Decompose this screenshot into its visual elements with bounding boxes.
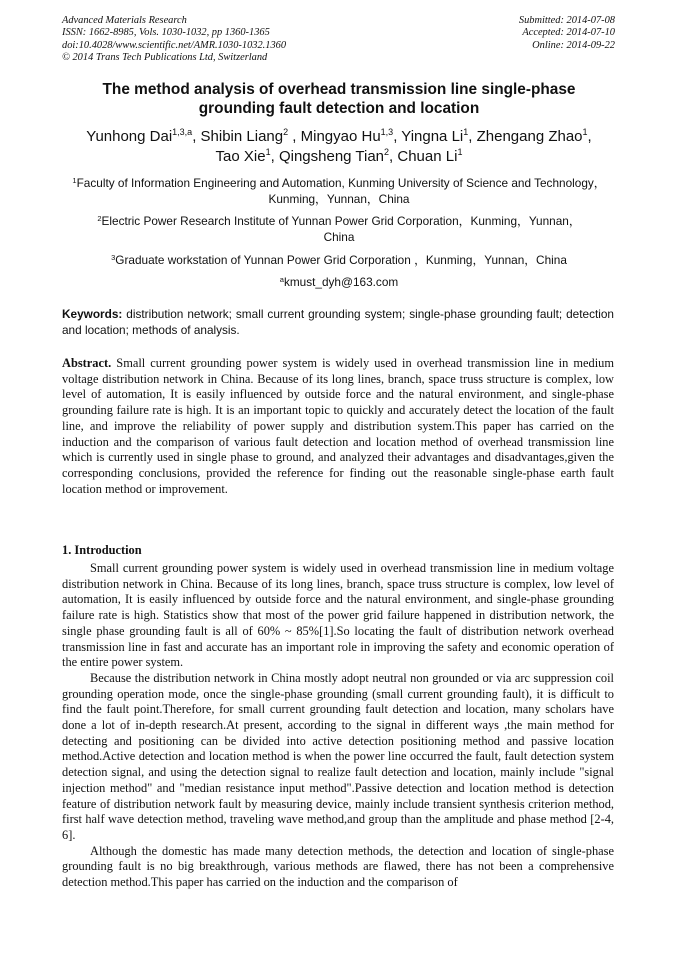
author-name: , Shibin Liang (192, 128, 284, 145)
author-affil-mark: 2 (384, 146, 390, 157)
affiliation-mark: 1 (72, 176, 77, 185)
copyright-line: © 2014 Trans Tech Publications Ltd, Switzerland (62, 51, 268, 63)
affiliation-text: Graduate workstation of Yunnan Power Grid Corporation ，Kunming，Yunnan，China (115, 253, 567, 267)
affiliation-2 (60, 213, 618, 245)
author-affil-mark: 1 (265, 146, 271, 157)
online-date: Online: 2014-09-22 (532, 39, 615, 51)
author-name: , Qingsheng Tian (270, 147, 385, 165)
email-address: kmust_dyh@163.com (283, 275, 399, 289)
author-affil-mark: 1,3,a (172, 127, 193, 137)
affiliation-mark: 2 (97, 214, 102, 223)
abstract (62, 356, 614, 497)
journal-name: Advanced Materials Research (62, 15, 187, 26)
author-name: , Mingyao Hu (288, 128, 381, 145)
author-affil-mark: 1 (463, 127, 469, 137)
affiliation-text: Faculty of Information Engineering and Automation, Kunming University of Science and Technology，Kunming，Yunnan，China (76, 176, 606, 206)
keywords-text: distribution network; small current grounding system; single-phase grounding fault; detection and location; methods of analysis. (62, 307, 614, 337)
journal-info (62, 15, 286, 64)
section-body (62, 561, 614, 891)
author-name: Yunhong Dai (86, 128, 173, 145)
keywords-label: Keywords: (62, 307, 123, 321)
paragraph: Although the domestic has made many detection methods, the detection and location of single-phase grounding fault is no big breakthrough, various methods are flawed, there has not been a comprehensive detection method.This paper has carried on the induction and the comparison of (62, 843, 614, 890)
author-separator: , (587, 128, 592, 145)
author-line-2 (55, 147, 623, 167)
affiliation-text: Electric Power Research Institute of Yunnan Power Grid Corporation，Kunming，Yunnan， (101, 214, 581, 228)
doi-line: doi:10.4028/www.scientific.net/AMR.1030-1032.1360 (62, 39, 287, 51)
affiliation-3 (60, 252, 618, 268)
affiliation-mark: 3 (111, 253, 116, 262)
abstract-text: Small current grounding power system is widely used in overhead transmission line in medium voltage distribution network in China. Because of its long lines, branch, space truss structure is complex, low level of automation, It is easily influenced by outside force and the natural environment, and single-phase grounding failure rate is high. It is an important topic to quickly and accurately detect the location of the fault line, and improve the reliability of power supply and distribution system.This paper has carried on the induction and the comparison of various fault detection and location method of overhead transmission line which is currently used in single phase to ground, and analyzed their advantages and disadvantages,given the corresponding conclusions, provided the reference for finding out the reasonable single-phase earth fault location method or improvement. (62, 356, 614, 496)
paper-title (60, 80, 618, 118)
author-name: Tao Xie (215, 147, 266, 165)
author-email (60, 274, 618, 290)
author-name: , Yingna Li (393, 128, 464, 145)
paragraph: Because the distribution network in China mostly adopt neutral non grounded or via arc suppression coil grounding operation mode, once the single-phase grounding (small current grounding fault), it is difficult to find the fault point.Therefore, for small current grounding fault detection and location, many scholars have done a lot of in-depth research.At present, according to the signal in different ways ,the main method for detecting and positioning can be divided into active detection positioning method and passive location method.Active detection and location method is when the power line occurred the fault, fault detection system detection signal, and using the detection signal to realize fault detection and location, mainly include "signal injection method" and "median resistance input method".Passive detection and location method is detection feature of distribution network fault by measuring device, mainly include transient synthesis criterion method, first half wave detection method, traveling wave method,and group than the amplitude and phase method [2-4, 6]. (62, 670, 614, 842)
author-list (55, 127, 623, 166)
submission-dates (519, 15, 615, 52)
accepted-date: Accepted: 2014-07-10 (522, 27, 615, 39)
issn-line: ISSN: 1662-8985, Vols. 1030-1032, pp 1360-1365 (62, 27, 270, 39)
author-affil-mark: 1,3 (380, 127, 394, 137)
author-affil-mark: 2 (283, 127, 289, 137)
email-mark: a (279, 275, 284, 284)
author-name: , Chuan Li (389, 147, 458, 165)
affiliation-line (60, 213, 618, 229)
title-line-2: grounding fault detection and location (198, 100, 480, 117)
submitted-date: Submitted: 2014-07-08 (518, 15, 615, 26)
section-heading: 1. Introduction (62, 543, 142, 557)
abstract-label: Abstract. (62, 356, 112, 370)
author-affil-mark: 1 (457, 146, 463, 157)
author-line-1 (55, 127, 623, 147)
affiliation-line: China (323, 230, 355, 244)
paragraph: Small current grounding power system is widely used in overhead transmission line in medium voltage distribution network in China. Because of its long lines, branch, space truss structure is complex, low level of automation, It is easily influenced by outside force and the natural environment, and single-phase grounding failure rate is high. Statistics show that most of the power grid failure happened in distribution network, the single phase grounding fault is all of 60% ~ 85%[1].So locating the fault of distribution network overhead transmission line in fast and accurate has an important role in improving the safety and economic operation of the entire power system. (62, 561, 614, 670)
author-affil-mark: 1 (582, 127, 588, 137)
affiliation-1 (60, 175, 618, 207)
title-line-1: The method analysis of overhead transmission line single-phase (102, 81, 576, 98)
author-name: , Zhengang Zhao (468, 128, 583, 145)
keywords (62, 306, 614, 338)
